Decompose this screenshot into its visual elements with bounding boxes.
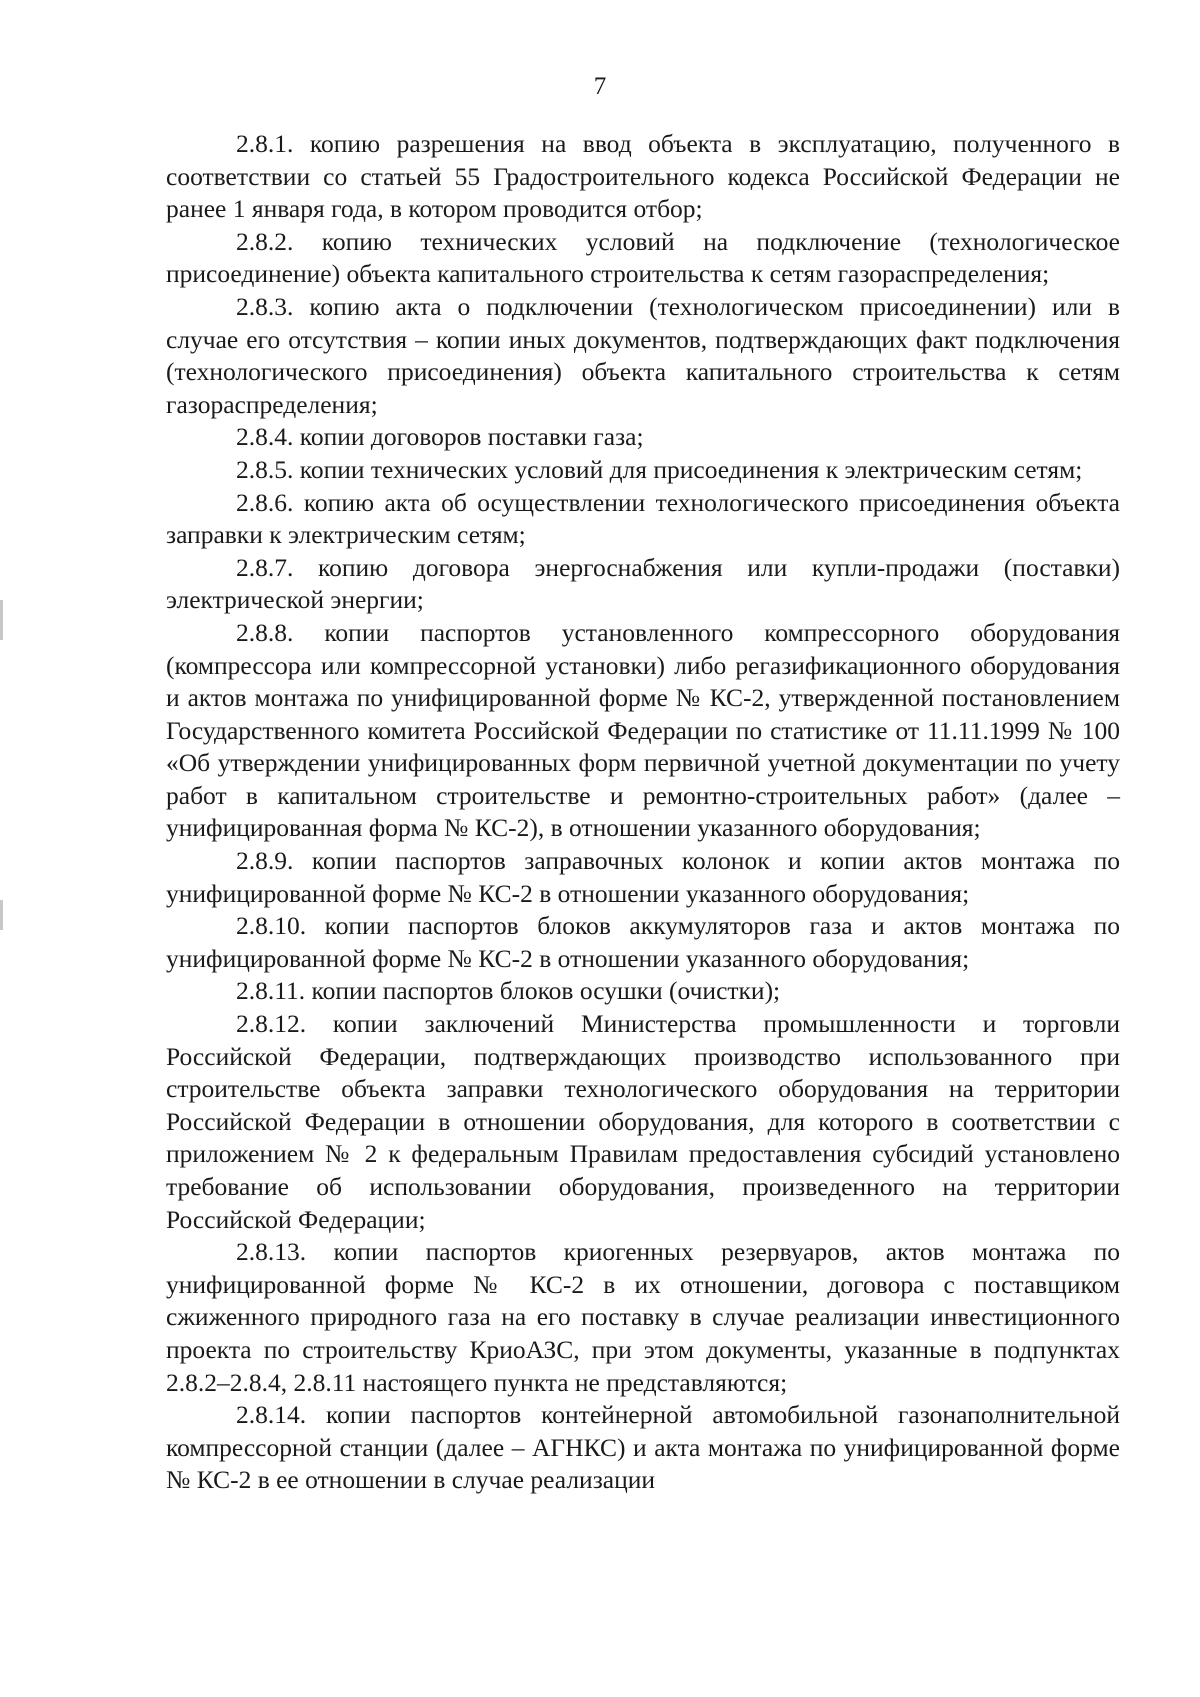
paragraph-2-8-5: 2.8.5. копии технических условий для присоединения к электрическим сетям; (236, 454, 1083, 484)
paragraph-2-8-7: 2.8.7. копию договора энергоснабжения или купли-продажи (поставки) электрической энергии; (166, 552, 1120, 615)
paragraph-2-8-2: 2.8.2. копию технических условий на подключение (технологическое присоединение) объекта капитального строительства к сетям газораспределения; (166, 226, 1120, 289)
paragraph-2-8-8: 2.8.8. копии паспортов установленного компрессорного оборудования (компрессора или компрессорной установки) либо регазификационного оборудования и актов монтажа по унифицированной форме № КС-2, утвержденной постановлением Государственного комитета Российской Федерации по статистике от 11.11.1999 № 100 «Об утверждении унифицированных форм первичной учетной документации по учету работ в капитальном строительстве и ремонтно-строительных работ» (далее – унифицированная форма № КС-2), в отношении указанного оборудования; (166, 617, 1120, 843)
paragraph-2-8-3: 2.8.3. копию акта о подключении (технологическом присоединении) или в случае его отсутствия – копии иных документов, подтверждающих факт подключения (технологического присоединения) объекта капитального строительства к сетям газораспределения; (166, 291, 1120, 419)
paragraph-2-8-9: 2.8.9. копии паспортов заправочных колонок и копии актов монтажа по унифицированной форме № КС-2 в отношении указанного оборудования; (166, 846, 1120, 908)
paragraph-2-8-1: 2.8.1. копию разрешения на ввод объекта в эксплуатацию, полученного в соответствии со статьей 55 Градостроительного кодекса Российской Федерации не ранее 1 января года, в котором проводится отбор; (166, 129, 1120, 224)
scan-edge-mark (0, 600, 3, 640)
document-body (166, 128, 1120, 1497)
paragraph-2-8-4: 2.8.4. копии договоров поставки газа; (236, 422, 644, 452)
paragraph-2-8-13: 2.8.13. копии паспортов криогенных резервуаров, актов монтажа по унифицированной форме № КС-2 в их отношении, договора с поставщиком сжиженного природного газа на его поставку в случае реализации инвестиционного проекта по строительству КриоАЗС, при этом документы, указанные в подпунктах 2.8.2–2.8.4, 2.8.11 настоящего пункта не представляются; (166, 1237, 1120, 1397)
paragraph-2-8-10: 2.8.10. копии паспортов блоков аккумуляторов газа и актов монтажа по унифицированной форме № КС-2 в отношении указанного оборудования; (166, 911, 1120, 973)
paragraph-2-8-12: 2.8.12. копии заключений Министерства промышленности и торговли Российской Федерации, подтверждающих производство использованного при строительстве объекта заправки технологического оборудования на территории Российской Федерации в отношении оборудования, для которого в соответствии с приложением № 2 к федеральным Правилам предоставления субсидий установлено требование об использовании оборудования, произведенного на территории Российской Федерации; (166, 1009, 1120, 1234)
paragraph-2-8-14: 2.8.14. копии паспортов контейнерной автомобильной газонаполнительной компрессорной станции (далее – АГНКС) и акта монтажа по унифицированной форме № КС-2 в ее отношении в случае реализации (166, 1400, 1120, 1495)
paragraph-2-8-6: 2.8.6. копию акта об осуществлении технологического присоединения объекта заправки к электрическим сетям; (166, 487, 1120, 550)
paragraph-2-8-11: 2.8.11. копии паспортов блоков осушки (очистки); (236, 976, 781, 1006)
scan-edge-mark (0, 900, 3, 930)
page-number: 7 (593, 73, 607, 100)
